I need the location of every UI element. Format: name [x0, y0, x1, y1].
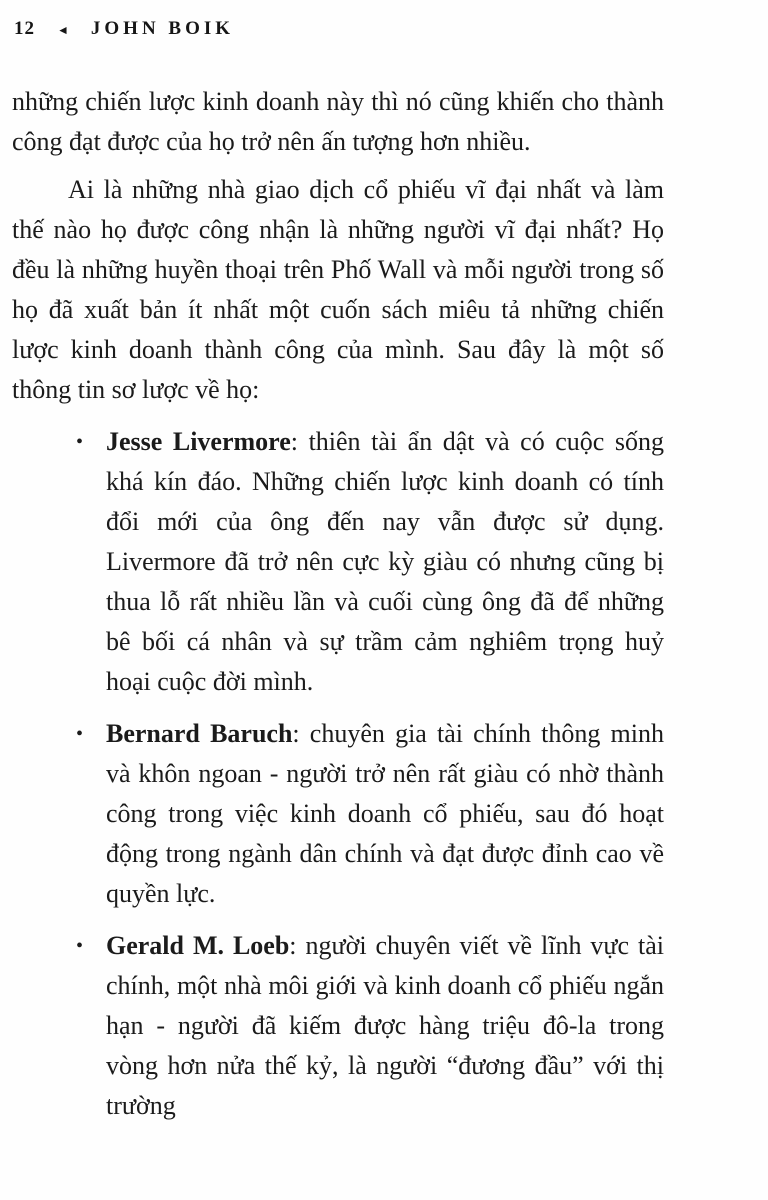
list-item-jesse-livermore [12, 422, 664, 702]
list-item-text [106, 719, 664, 908]
page-body [12, 82, 664, 1126]
page-number: 12 [14, 18, 35, 39]
trader-name: Gerald M. Loeb [106, 931, 290, 960]
trader-description: : thiên tài ẩn dật và có cuộc sống khá kín đáo. Những chiến lược kinh doanh có tính đổi mới của ông đến nay vẫn được sử dụng. Livermore đã trở nên cực kỳ giàu có nhưng cũng bị thua lỗ rất nhiều lần và cuối cùng ông đã để những bê bối cá nhân và sự trầm cảm nghiêm trọng huỷ hoại cuộc đời mình. [106, 427, 665, 696]
list-item-text [106, 931, 664, 1120]
bullet-icon: • [76, 935, 84, 957]
paragraph-intro: Ai là những nhà giao dịch cổ phiếu vĩ đại nhất và làm thế nào họ được công nhận là những người vĩ đại nhất? Họ đều là những huyền thoại trên Phố Wall và mỗi người trong số họ đã xuất bản ít nhất một cuốn sách miêu tả những chiến lược kinh doanh thành công của mình. Sau đây là một số thông tin sơ lược về họ: [12, 175, 664, 404]
bullet-icon: • [76, 431, 84, 453]
trader-list [12, 422, 664, 1126]
trader-description: : người chuyên viết về lĩnh vực tài chính, một nhà môi giới và kinh doanh cổ phiếu ngắn hạn - người đã kiếm được hàng triệu đô-la trong vòng hơn nửa thế kỷ, là người “đương đầu” với thị trường [106, 931, 664, 1120]
trader-name: Jesse Livermore [106, 427, 291, 456]
list-item-text [106, 427, 664, 696]
list-item-gerald-loeb [12, 926, 664, 1126]
author-name: JOHN BOIK [90, 18, 235, 39]
paragraph-continuation: những chiến lược kinh doanh này thì nó cũng khiến cho thành công đạt được của họ trở nên ấn tượng hơn nhiều. [12, 87, 664, 156]
list-item-bernard-baruch [12, 714, 664, 914]
trader-name: Bernard Baruch [106, 719, 293, 748]
left-triangle-icon: ◄ [57, 22, 71, 37]
trader-description: : chuyên gia tài chính thông minh và khôn ngoan - người trở nên rất giàu có nhờ thành công trong việc kinh doanh cổ phiếu, sau đó hoạt động trong ngành dân chính và đạt được đỉnh cao về quyền lực. [106, 719, 664, 908]
bullet-icon: • [76, 723, 84, 745]
page-header [12, 18, 664, 40]
